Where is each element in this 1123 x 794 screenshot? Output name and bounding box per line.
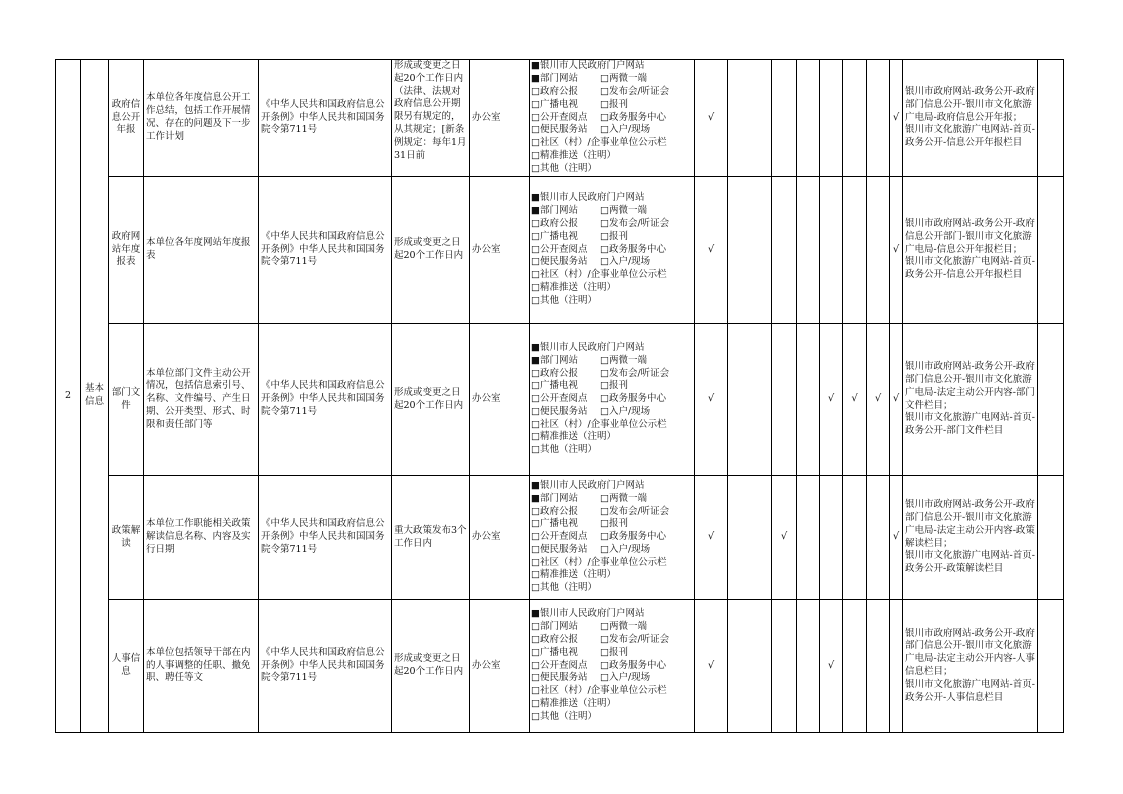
- item-basis: 《中华人民共和国政府信息公开条例》中华人民共和国国务院令第711号: [259, 324, 392, 476]
- channel-option: ■部门网站 □两微一端: [531, 73, 647, 85]
- channel-option: ■银川市人民政府门户网站: [531, 608, 645, 620]
- location-line: 银川市政府网站-政务公开-政府部门信息公开-银川市文化旅游广电局-政府信息公开年报；: [905, 86, 1035, 123]
- location-line: 银川市政府网站-政务公开-政府部门信息公开-银川市文化旅游广电局-法定主动公开内容-政策解读栏目；: [905, 499, 1035, 549]
- item-basis: 《中华人民共和国政府信息公开条例》中华人民共和国国务院令第711号: [259, 600, 392, 733]
- channel-option: □公开查阅点 □政务服务中心: [531, 111, 666, 123]
- channel-option: □公开查阅点 □政务服务中心: [531, 393, 666, 405]
- channel-option: □社区（村）/企事业单位公示栏: [531, 685, 667, 697]
- item-remark: [1038, 177, 1064, 324]
- mark-cell: [820, 177, 843, 324]
- channel-option: □其他（注明）: [531, 162, 597, 174]
- item-remark: [1038, 476, 1064, 600]
- mark-cell: [797, 324, 820, 476]
- location-line: 银川市文化旅游广电网站-首页-政务公开-部门文件栏目: [905, 412, 1035, 437]
- mark-cell: [843, 60, 867, 177]
- time-limit-text: 重大政策发布3个工作日内: [394, 524, 467, 549]
- mark-cell: [728, 476, 772, 600]
- mark-cell: [843, 476, 867, 600]
- mark-cell: √: [695, 60, 728, 177]
- channel-option: □精准推送（注明）: [531, 281, 616, 293]
- mark-cell: [797, 476, 820, 600]
- item-time-limit: [392, 324, 470, 476]
- mark-cell: √: [820, 600, 843, 733]
- item-department: 办公室: [470, 600, 530, 733]
- item-name: 政府信息公开年报: [109, 60, 144, 177]
- item-time-limit: [392, 476, 470, 600]
- mark-cell: [843, 600, 867, 733]
- time-limit-text: 形成或变更之日起20个工作日内: [394, 386, 464, 411]
- location-line: 银川市文化旅游广电网站-首页-政务公开-信息公开年报栏目: [905, 256, 1035, 281]
- channel-option: ■银川市人民政府门户网站: [531, 341, 645, 353]
- channel-option: □便民服务站 □入户/现场: [531, 543, 651, 555]
- channel-option: □政府公报 □发布会/听证会: [531, 218, 670, 229]
- mark-cell: [728, 324, 772, 476]
- channel-option: □精准推送（注明）: [531, 697, 616, 709]
- mark-cell: √: [820, 324, 843, 476]
- channel-option: □部门网站 □两微一端: [531, 621, 647, 633]
- mark-cell: [867, 476, 890, 600]
- item-name: 人事信息: [109, 600, 144, 733]
- time-limit-text: 形成或变更之日起20个工作日内（法律、法规对政府信息公开期限另有规定的，从其规定；[新条例规定：每年1月31日前: [394, 60, 467, 161]
- channel-option: ■部门网站 □两微一端: [531, 354, 647, 366]
- item-name: 政策解读: [109, 476, 144, 600]
- channel-option: □公开查阅点 □政务服务中心: [531, 531, 666, 543]
- channel-option: □政府公报 □发布会/听证会: [531, 505, 670, 517]
- mark-cell: [772, 324, 797, 476]
- item-location: [903, 476, 1038, 600]
- channel-option: □广播电视 □报刊: [531, 98, 628, 110]
- item-department: 办公室: [470, 324, 530, 476]
- channel-option: ■银川市人民政府门户网站: [531, 60, 645, 72]
- location-line: 银川市政府网站-政务公开-政府部门信息公开-银川市文化旅游广电局-法定主动公开内容-部门文件栏目；: [905, 361, 1035, 411]
- item-content: 本单位包括领导干部在内的人事调整的任职、撤免职、聘任等文: [144, 600, 259, 733]
- mark-cell: [797, 177, 820, 324]
- channel-option: □广播电视 □报刊: [531, 518, 628, 530]
- mark-cell: √: [867, 324, 890, 476]
- channel-option: ■部门网站 □两微一端: [531, 205, 647, 217]
- channel-option: □广播电视 □报刊: [531, 230, 628, 242]
- mark-cell: [772, 600, 797, 733]
- channel-option: □便民服务站 □入户/现场: [531, 256, 651, 268]
- mark-cell: √: [695, 324, 728, 476]
- mark-cell: [890, 600, 903, 733]
- item-content: 本单位各年度网站年度报表: [144, 177, 259, 324]
- channel-option: □广播电视 □报刊: [531, 646, 628, 658]
- channel-option: □便民服务站 □入户/现场: [531, 124, 651, 136]
- table-body: [56, 60, 1064, 733]
- mark-cell: [728, 600, 772, 733]
- channel-option: □其他（注明）: [531, 710, 597, 722]
- channel-option: □政府公报 □发布会/听证会: [531, 367, 670, 379]
- mark-cell: √: [890, 177, 903, 324]
- mark-cell: √: [772, 476, 797, 600]
- item-remark: [1038, 324, 1064, 476]
- mark-cell: [867, 60, 890, 177]
- mark-cell: [867, 177, 890, 324]
- item-basis: 《中华人民共和国政府信息公开条例》中华人民共和国国务院令第711号: [259, 60, 392, 177]
- item-department: 办公室: [470, 476, 530, 600]
- channel-option: □社区（村）/企事业单位公示栏: [531, 269, 667, 281]
- item-content: 本单位各年度信息公开工作总结，包括工作开展情况、存在的问题及下一步工作计划: [144, 60, 259, 177]
- item-basis: 《中华人民共和国政府信息公开条例》中华人民共和国国务院令第711号: [259, 476, 392, 600]
- channel-option: ■部门网站 □两微一端: [531, 492, 647, 504]
- item-name: 部门文件: [109, 324, 144, 476]
- channel-option: □社区（村）/企事业单位公示栏: [531, 137, 667, 149]
- item-channels: [530, 60, 695, 177]
- table-row: [56, 600, 1064, 733]
- time-limit-text: 形成或变更之日起20个工作日内: [394, 653, 464, 677]
- table-row: [56, 177, 1064, 324]
- channel-option: □政府公报 □发布会/听证会: [531, 86, 670, 97]
- location-line: 银川市政府网站-政务公开-政府信息公开部门-银川市文化旅游广电局-信息公开年报栏目；: [905, 218, 1035, 255]
- item-location: [903, 324, 1038, 476]
- channel-option: □其他（注明）: [531, 294, 597, 306]
- table-row: [56, 324, 1064, 476]
- mark-cell: [820, 60, 843, 177]
- mark-cell: [728, 177, 772, 324]
- channel-option: □便民服务站 □入户/现场: [531, 672, 651, 684]
- item-location: [903, 60, 1038, 177]
- mark-cell: [797, 600, 820, 733]
- mark-cell: √: [695, 600, 728, 733]
- item-department: 办公室: [470, 60, 530, 177]
- channel-option: □精准推送（注明）: [531, 149, 616, 161]
- time-limit-text: 形成或变更之日起20个工作日内: [394, 237, 464, 261]
- mark-cell: [797, 60, 820, 177]
- mark-cell: √: [695, 177, 728, 324]
- item-time-limit: [392, 177, 470, 324]
- channel-option: □便民服务站 □入户/现场: [531, 405, 651, 417]
- channel-option: □社区（村）/企事业单位公示栏: [531, 418, 667, 430]
- location-line: 银川市文化旅游广电网站-首页-政务公开-政策解读栏目: [905, 550, 1035, 575]
- mark-cell: [772, 60, 797, 177]
- channel-option: □精准推送（注明）: [531, 431, 616, 443]
- mark-cell: [867, 600, 890, 733]
- mark-cell: √: [890, 324, 903, 476]
- group-category: 基本信息: [81, 60, 109, 733]
- item-department: 办公室: [470, 177, 530, 324]
- mark-cell: [820, 476, 843, 600]
- item-channels: [530, 600, 695, 733]
- item-location: [903, 177, 1038, 324]
- channel-option: □公开查阅点 □政务服务中心: [531, 659, 666, 671]
- channel-option: □其他（注明）: [531, 444, 597, 456]
- channel-option: □广播电视 □报刊: [531, 380, 628, 392]
- mark-cell: √: [695, 476, 728, 600]
- location-line: 银川市文化旅游广电网站-首页-政务公开-人事信息栏目: [905, 678, 1035, 703]
- mark-cell: [843, 177, 867, 324]
- group-index: 2: [56, 60, 81, 733]
- location-line: 银川市文化旅游广电网站-首页-政务公开-信息公开年报栏目: [905, 124, 1035, 149]
- channel-option: ■银川市人民政府门户网站: [531, 192, 645, 204]
- item-channels: [530, 177, 695, 324]
- item-name: 政府网站年度报表: [109, 177, 144, 324]
- item-basis: 《中华人民共和国政府信息公开条例》中华人民共和国国务院令第711号: [259, 177, 392, 324]
- item-content: 本单位工作职能相关政策解读信息名称、内容及实行日期: [144, 476, 259, 600]
- item-content: 本单位部门文件主动公开情况，包括信息索引号、名称、文件编号、产生日期、公开类型、形式、时限和责任部门等: [144, 324, 259, 476]
- table-row: [56, 60, 1064, 177]
- item-location: [903, 600, 1038, 733]
- item-remark: [1038, 600, 1064, 733]
- channel-option: □社区（村）/企事业单位公示栏: [531, 556, 667, 568]
- item-time-limit: [392, 600, 470, 733]
- channel-option: □精准推送（注明）: [531, 569, 616, 581]
- mark-cell: [772, 177, 797, 324]
- location-line: 银川市政府网站-政务公开-政府部门信息公开-银川市文化旅游广电局-法定主动公开内容-人事信息栏目；: [905, 627, 1035, 677]
- mark-cell: √: [890, 60, 903, 177]
- channel-option: □政府公报 □发布会/听证会: [531, 634, 670, 645]
- channel-option: □公开查阅点 □政务服务中心: [531, 243, 666, 255]
- channel-option: □其他（注明）: [531, 582, 597, 594]
- mark-cell: [728, 60, 772, 177]
- item-remark: [1038, 60, 1064, 177]
- mark-cell: √: [890, 476, 903, 600]
- item-channels: [530, 476, 695, 600]
- item-channels: [530, 324, 695, 476]
- disclosure-table: [55, 59, 1064, 733]
- item-time-limit: [392, 60, 470, 177]
- table-row: [56, 476, 1064, 600]
- mark-cell: √: [843, 324, 867, 476]
- channel-option: ■银川市人民政府门户网站: [531, 479, 645, 491]
